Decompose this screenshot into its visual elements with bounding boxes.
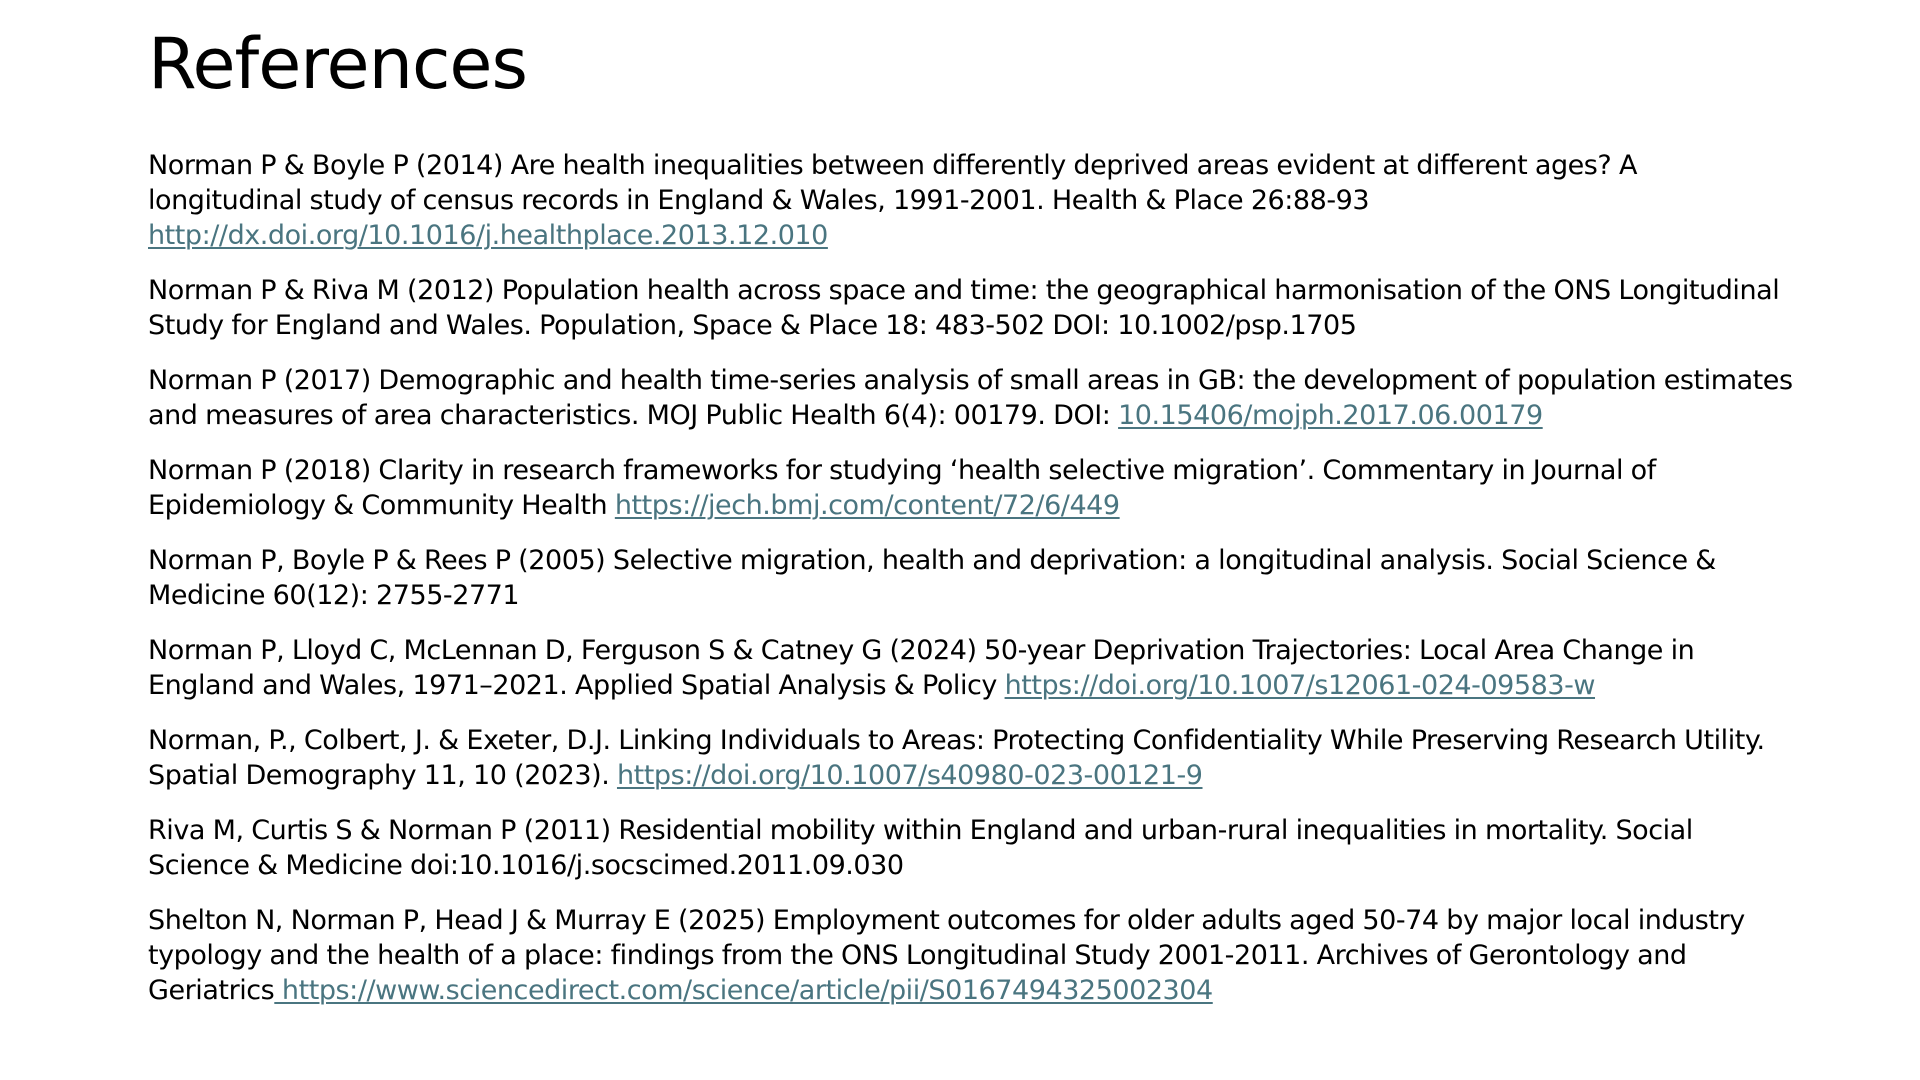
reference-text: Norman P, Lloyd C, McLennan D, Ferguson S & Catney G (2024) 50-year Deprivation Trajectories: Local Area Change in England and Wales, 1971–2021. Applied Spatial Analysis & Policy [148,635,1695,701]
reference-link[interactable]: https://www.sciencedirect.com/science/article/pii/S0167494325002304 [274,975,1213,1006]
reference-item [148,273,1798,343]
reference-text: Norman P & Boyle P (2014) Are health inequalities between differently deprived areas evident at different ages? A longitudinal study of census records in England & Wales, 1991-2001. Health & Place 26:88-93 [148,150,1637,216]
reference-link[interactable]: 10.15406/mojph.2017.06.00179 [1118,400,1543,431]
reference-text: Norman P (2018) Clarity in research frameworks for studying ‘health selective migration’. Commentary in Journal of Epidemiology & Community Health [148,455,1656,521]
reference-text: Norman P, Boyle P & Rees P (2005) Selective migration, health and deprivation: a longitudinal analysis. Social Science & Medicine 60(12): 2755-2771 [148,545,1716,611]
reference-item [148,723,1798,793]
reference-text: Norman P & Riva M (2012) Population health across space and time: the geographical harmonisation of the ONS Longitudinal Study for England and Wales. Population, Space & Place 18: 483-502 DOI: 10.1002/psp.1705 [148,275,1780,341]
reference-text: Norman P (2017) Demographic and health time-series analysis of small areas in GB: the development of population estimates and measures of area characteristics. MOJ Public Health 6(4): 00179. DOI: [148,365,1793,431]
reference-item [148,633,1798,703]
slide-title: References [148,23,527,105]
reference-item [148,813,1798,883]
reference-item [148,363,1798,433]
references-slide [148,22,1798,1028]
reference-text: Norman, P., Colbert, J. & Exeter, D.J. Linking Individuals to Areas: Protecting Confidentiality While Preserving Research Utility. Spatial Demography 11, 10 (2023). [148,725,1765,791]
reference-link[interactable]: http://dx.doi.org/10.1016/j.healthplace.2013.12.010 [148,220,828,251]
reference-text: Shelton N, Norman P, Head J & Murray E (2025) Employment outcomes for older adults aged 50-74 by major local industry typology and the health of a place: findings from the ONS Longitudinal Study 2001-2011. Archives of Gerontology and Geriatrics [148,905,1745,1006]
reference-item [148,543,1798,613]
reference-item [148,148,1798,253]
reference-link[interactable]: https://doi.org/10.1007/s12061-024-09583-w [1004,670,1596,701]
reference-link[interactable]: https://jech.bmj.com/content/72/6/449 [614,490,1120,521]
reference-link[interactable]: https://doi.org/10.1007/s40980-023-00121-9 [616,760,1203,791]
reference-item [148,453,1798,523]
reference-item [148,903,1798,1008]
reference-list [148,148,1798,1008]
reference-text: Riva M, Curtis S & Norman P (2011) Residential mobility within England and urban-rural inequalities in mortality. Social Science & Medicine doi:10.1016/j.socscimed.2011.09.030 [148,815,1693,881]
